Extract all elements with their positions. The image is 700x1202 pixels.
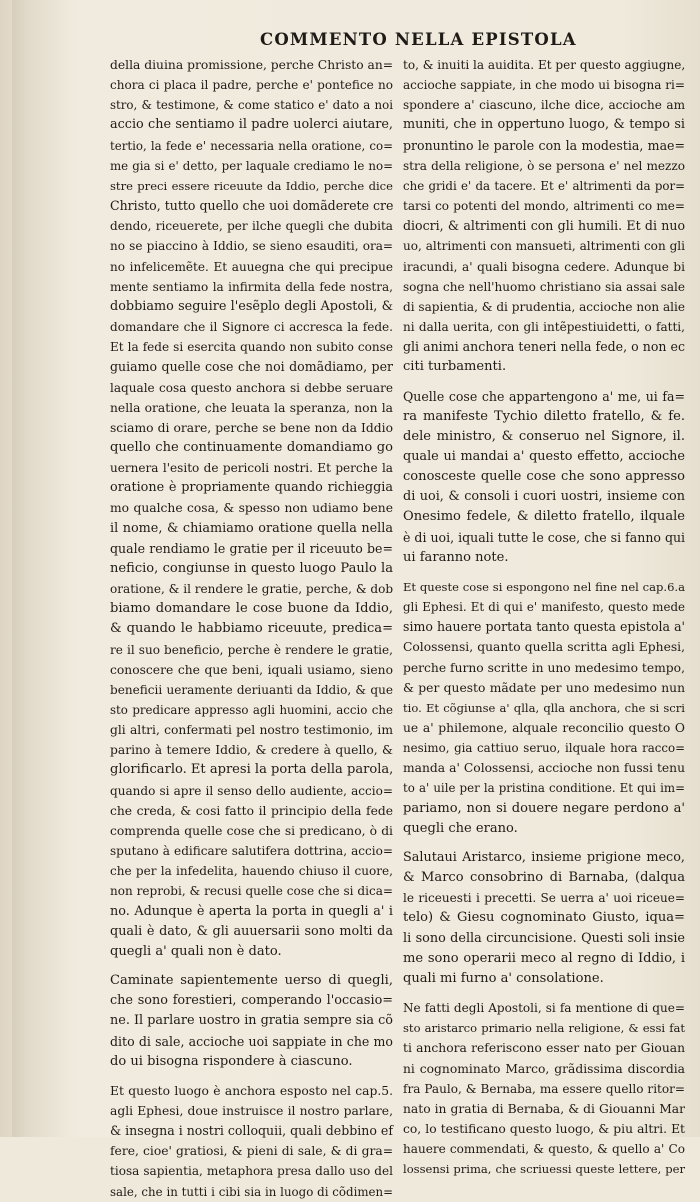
text-line: li sono della circuncisione. Questi soli insie [403,930,685,946]
paragraph-gap [110,1072,393,1081]
text-line: stre preci essere riceuute da Iddio, perche dice [110,178,393,193]
text-line: che creda, & cosi fatto il principio della fede [110,803,393,818]
text-line: sto predicare appresso agli huomini, accio che [110,703,393,717]
text-line: pariamo, non si douere negare perdono a' [403,800,685,816]
text-line: glorificarlo. Et apresi la porta della parola, [110,762,394,778]
text-line: no infelicemẽte. Et auuegna che qui precipue [110,259,393,274]
paragraph-gap [403,378,685,387]
text-line: le riceuesti i precetti. Se uerra a' uoi riceue= [403,891,685,906]
text-line: ni dalla uerita, con gli intẽpestiuidetti, o fatti, [403,320,685,335]
text-line: che gridi e' da tacere. Et e' altrimenti da por= [403,178,685,193]
text-line: uo, altrimenti con mansueti, altrimenti con gli [403,239,685,254]
left-text-column [110,55,393,1202]
text-line: me gia si e' detto, per laquale crediamo le no= [110,158,393,173]
text-line: accio che sentiamo il padre uolerci aiutare, [110,117,393,133]
text-line: domandare che il Signore ci accresca la fede. [110,320,393,335]
text-line: quale ui mandai a' questo effetto, accioche [403,448,685,464]
text-line: & Marco consobrino di Barnaba, (dalqua [403,870,685,886]
text-line: è di uoi, iquali tutte le cose, che si fanno qui [403,529,686,545]
text-line: quale rendiamo le gratie per il riceuuto be= [110,540,393,556]
text-line: iracundi, a' quali bisogna cedere. Adunque bi [403,259,685,274]
text-line: no. Adunque è aperta la porta in quegli a' i [110,903,393,919]
text-line: sputano à edificare salutifera dottrina, accio= [110,844,393,859]
text-line: oratione, & il rendere le gratie, perche, & dob [110,582,394,597]
text-line: perche furno scritte in uno medesimo tempo, [403,660,685,675]
text-line: spondere a' ciascuno, ilche dice, accioche am [403,98,685,113]
text-line: to a' uile per la pristina conditione. Et qui im= [403,781,685,796]
text-line: quali mi furno a' consolatione. [403,970,604,986]
text-line: do ui bisogna rispondere à ciascuno. [110,1053,353,1069]
text-line: neficio, congiunse in questo luogo Paulo la [110,560,393,576]
text-line: dendo, riceuerete, per ilche quegli che dubita [110,219,393,234]
text-line: gli altri, confermati pel nostro testimonio, im [110,723,393,738]
text-line: di uoi, & consoli i cuori uostri, insieme con [403,489,685,505]
text-line: Christo, tutto quello che uoi domãderete cre [110,198,394,214]
text-line: oratione è propriamente quando richieggia [110,480,393,496]
text-line: ue a' philemone, alquale reconcilio questo O [403,721,685,735]
text-line: tiosa sapientia, metaphora presa dallo uso del [110,1164,393,1179]
page-running-title: COMMENTO NELLA EPISTOLA [260,30,577,49]
text-line: uernera l'esito de pericoli nostri. Et perche la [110,461,393,476]
text-line: biamo domandare le cose buone da Iddio, [110,601,393,617]
text-line: beneficii ueramente deriuanti da Iddio, & que [110,682,393,697]
text-line: parino à temere Iddio, & credere à quello, & [110,743,393,758]
text-line: hauere commendati, & questo, & quello a' Co [403,1142,685,1157]
page-gutter-shadow [12,0,72,1137]
text-line: & insegna i nostri colloquii, quali debbino ef [110,1123,393,1139]
text-line: mente sentiamo la infirmita della fede nostra, [110,279,393,294]
text-line: accioche sappiate, in che modo ui bisogna ri= [403,78,685,93]
text-line: gli animi anchora teneri nella fede, o non ec [403,339,685,355]
text-line: re il suo beneficio, perche è rendere le gratie, [110,642,393,657]
text-line: quali è dato, & gli auuersarii sono molti da [110,923,393,939]
text-line: diocri, & altrimenti con gli humili. Et di nuo [403,218,685,234]
text-line: quegli che erano. [403,820,518,836]
text-line: co, lo testificano questo luogo, & piu altri. Et [403,1121,685,1136]
text-line: ne. Il parlare uostro in gratia sempre sia cõ [110,1013,393,1029]
text-line: telo) & Giesu cognominato Giusto, iqua= [403,910,685,926]
text-line: nato in gratia di Bernaba, & di Giouanni Mar [403,1101,685,1116]
text-line: quegli a' quali non è dato. [110,943,282,959]
paragraph-gap [403,839,685,848]
text-line: ui faranno note. [403,549,509,565]
text-line: che per la infedelita, hauendo chiuso il cuore, [110,864,393,879]
text-line: manda a' Colossensi, accioche non fussi tenu [403,761,685,776]
text-line: ni cognominato Marco, grãdissima discordia [403,1061,685,1076]
text-line: della diuina promissione, perche Christo an= [110,58,394,72]
text-line: che sono forestieri, comperando l'occasio= [110,993,393,1009]
text-line: Caminate sapientemente uerso di quegli, [110,973,393,989]
text-line: Ne fatti degli Apostoli, si fa mentione di que= [403,1001,685,1016]
text-line: pronuntino le parole con la modestia, mae= [403,137,685,153]
text-line: Onesimo fedele, & diletto fratello, ilquale [403,509,685,525]
text-line: guiamo quelle cose che noi domãdiamo, per [110,359,393,375]
text-line: & quando le habbiamo riceuute, predica= [110,621,393,637]
text-line: stro, & testimone, & come statico e' dato a noi [110,98,393,113]
text-line: ra manifeste Tychio diletto fratello, & fe. [403,408,685,424]
paragraph-gap [403,989,685,998]
text-line: simo hauere portata tanto questa epistola a' [403,619,685,635]
text-line: dobbiamo seguire l'esẽplo degli Apostoli, & [110,298,393,314]
text-line: me sono operarii meco al regno di Iddio, i [403,950,685,966]
text-line: conoscere che que beni, iquali usiamo, sieno [110,662,393,677]
text-line: Et questo luogo è anchora esposto nel cap.5. [110,1083,393,1098]
right-text-column [403,55,685,1179]
text-line: gli Ephesi. Et di qui e' manifesto, questo mede [403,600,685,615]
text-line: Quelle cose che appartengono a' me, ui fa= [403,388,685,404]
text-line: to, & inuiti la auidita. Et per questo aggiugne, [403,58,686,72]
text-line: Et queste cose si espongono nel fine nel cap.6.a [403,579,685,594]
text-line: conosceste quelle cose che sono appresso [403,469,685,485]
text-line: sale, che in tutti i cibi sia in luogo di cõdimen= [110,1184,393,1199]
text-line: comprenda quelle cose che si predicano, ò di [110,823,393,838]
text-line: dele ministro, & conseruo nel Signore, il. [403,428,685,444]
paragraph-gap [110,962,393,971]
paragraph-gap [403,568,685,577]
text-line: Et la fede si esercita quando non subito conse [110,340,393,355]
text-line: muniti, che in oppertuno luogo, & tempo si [403,117,685,133]
text-line: nesimo, gia cattiuo seruo, ilquale hora racco= [403,741,685,756]
text-line: tarsi co potenti del mondo, altrimenti co me= [403,199,685,214]
text-line: sto aristarco primario nella religione, & essi fat [403,1021,685,1036]
text-line: ti anchora referiscono esser nato per Giouan [403,1041,685,1056]
text-line: di sapientia, & di prudentia, accioche non alie [403,299,685,314]
text-line: no se piaccino à Iddio, se sieno esauditi, ora= [110,239,393,254]
text-line: fere, cioe' gratiosi, & pieni di sale, & di gra= [110,1144,393,1159]
text-line: & per questo mãdate per uno medesimo nun [403,680,685,695]
text-line: mo qualche cosa, & spesso non udiamo bene [110,501,393,516]
text-line: stra della religione, ò se persona e' nel mezzo [403,158,685,173]
text-line: dito di sale, accioche uoi sappiate in che mo [110,1033,393,1049]
text-line: tertio, la fede e' necessaria nella oratione, co= [110,138,393,153]
text-line: Salutaui Aristarco, insieme prigione meco, [403,849,685,865]
text-line: il nome, & chiamiamo oratione quella nella [110,520,393,536]
text-line: lossensi prima, che scriuessi queste lettere, per [403,1162,685,1177]
text-line: tio. Et cõgiunse a' qlla, qlla anchora, che si scri [403,700,685,715]
text-line: quando si apre il senso dello audiente, accio= [110,783,393,798]
text-line: sciamo di orare, perche se bene non da Iddio [110,420,393,435]
text-line: sogna che nell'huomo christiano sia assai sale [403,279,685,294]
text-line: quello che continuamente domandiamo go [110,439,393,455]
text-line: chora ci placa il padre, perche e' pontefice no [110,78,393,93]
text-line: laquale cosa questo anchora si debbe seruare [110,380,393,395]
text-line: fra Paulo, & Bernaba, ma essere quello ritor= [403,1081,685,1096]
text-line: nella oratione, che leuata la speranza, non la [110,400,393,415]
text-line: agli Ephesi, doue instruisce il nostro parlare, [110,1103,393,1118]
text-line: citi turbamenti. [403,359,507,375]
text-line: non reprobi, & recusi quelle cose che si dica= [110,884,393,899]
text-line: Colossensi, quanto quella scritta agli Ephesi, [403,640,685,655]
